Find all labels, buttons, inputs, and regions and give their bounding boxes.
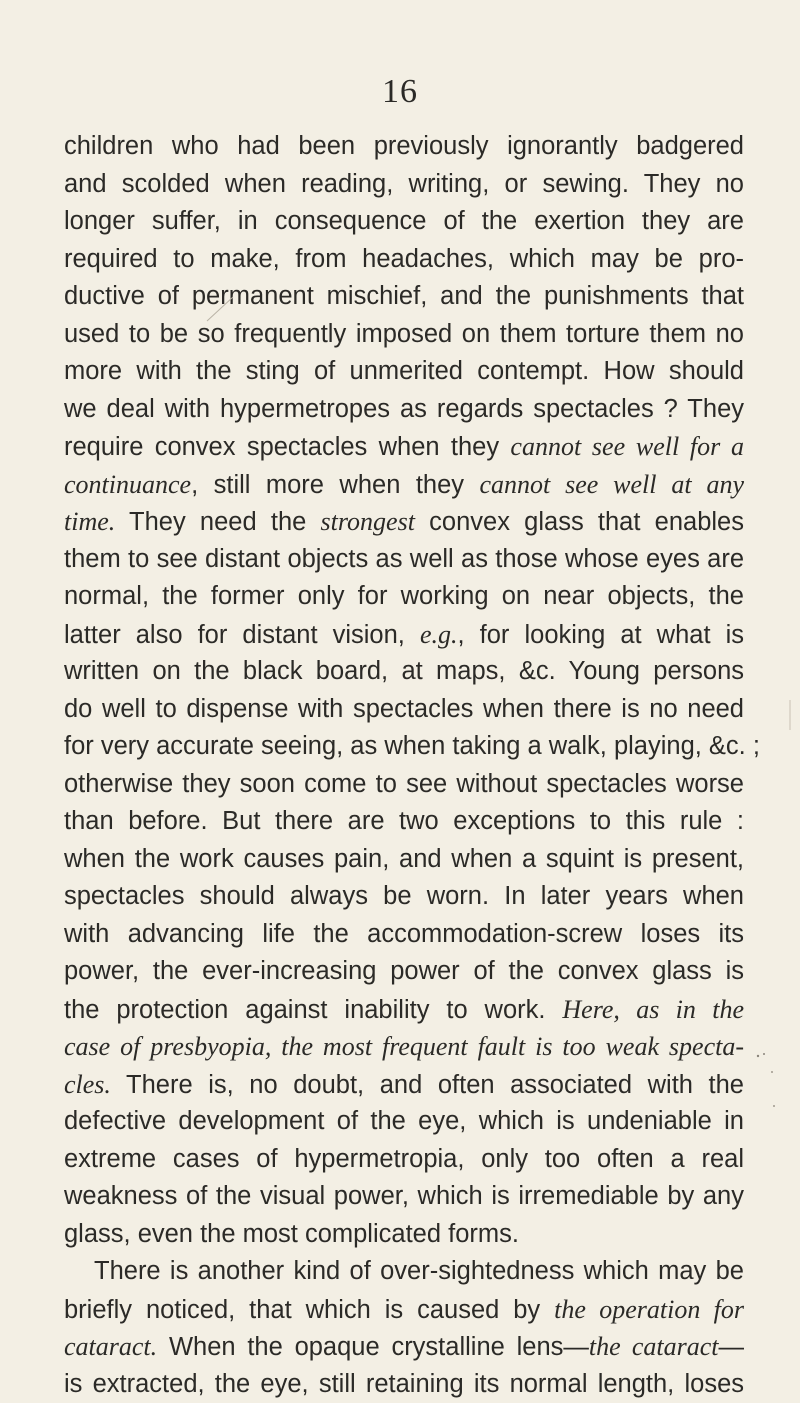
body-text bbox=[64, 128, 744, 1403]
text-line bbox=[64, 841, 744, 879]
text-line bbox=[64, 878, 744, 916]
text-line bbox=[64, 1141, 744, 1179]
text-run: more with the sting of unmerited contempt. How should bbox=[64, 357, 744, 385]
text-line bbox=[64, 1291, 744, 1329]
text-run: power, the ever-increasing power of the convex glass is bbox=[64, 957, 744, 985]
text-run: weakness of the visual power, which is irremediable by any bbox=[64, 1182, 744, 1210]
text-line bbox=[64, 241, 744, 279]
text-run: ductive of permanent mischief, and the punishments that bbox=[64, 282, 744, 310]
text-line bbox=[64, 991, 744, 1029]
italic-text: the cataract bbox=[589, 1332, 719, 1361]
text-line bbox=[64, 1103, 744, 1141]
italic-text: cles. bbox=[64, 1070, 111, 1099]
text-line bbox=[64, 1328, 744, 1366]
italic-text: Here, as in the bbox=[562, 995, 744, 1024]
text-run: normal, the former only for working on near objects, the bbox=[64, 582, 744, 610]
text-run: , for looking at what is bbox=[458, 621, 745, 649]
text-line bbox=[64, 1066, 744, 1104]
text-run: than before. But there are two exceptions to this rule : bbox=[64, 807, 744, 835]
italic-text: cannot see well for a bbox=[510, 432, 744, 461]
text-run: convex glass that enables bbox=[415, 508, 744, 536]
margin-specks bbox=[752, 1050, 782, 1130]
text-line bbox=[64, 1366, 744, 1403]
text-line bbox=[64, 391, 744, 429]
text-run: extreme cases of hypermetropia, only too often a real bbox=[64, 1145, 744, 1173]
italic-text: time. bbox=[64, 507, 115, 536]
text-line bbox=[64, 1178, 744, 1216]
text-line bbox=[64, 653, 744, 691]
text-line bbox=[64, 953, 744, 991]
text-line bbox=[64, 128, 744, 166]
text-run: for very accurate seeing, as when taking a walk, playing, &c. ; bbox=[64, 732, 760, 760]
binding-tick bbox=[786, 700, 794, 730]
text-line bbox=[64, 503, 744, 541]
text-run: glass, even the most complicated forms. bbox=[64, 1220, 519, 1248]
text-run: longer suffer, in consequence of the exertion they are bbox=[64, 207, 744, 235]
text-run: do well to dispense with spectacles when there is no need bbox=[64, 695, 744, 723]
text-line bbox=[64, 691, 744, 729]
page-number: 16 bbox=[0, 72, 800, 112]
text-run: When the opaque crystalline lens— bbox=[157, 1333, 589, 1361]
text-run: used to be so frequently imposed on them torture them no bbox=[64, 320, 744, 348]
italic-text: e.g. bbox=[420, 620, 458, 649]
text-run: with advancing life the accommodation-screw loses its bbox=[64, 920, 744, 948]
text-line bbox=[64, 1216, 744, 1254]
italic-text: cataract. bbox=[64, 1332, 157, 1361]
text-line bbox=[64, 578, 744, 616]
italic-text: case of presbyopia, the most frequent fault is too weak specta- bbox=[64, 1032, 744, 1061]
text-run: and scolded when reading, writing, or sewing. They no bbox=[64, 170, 744, 198]
text-run: There is, no doubt, and often associated with the bbox=[111, 1071, 744, 1099]
text-run: when the work causes pain, and when a squint is present, bbox=[64, 845, 744, 873]
text-line bbox=[64, 428, 744, 466]
text-run: , still more when they bbox=[191, 471, 479, 499]
text-run: defective development of the eye, which is undeniable in bbox=[64, 1107, 744, 1135]
text-run: spectacles should always be worn. In later years when bbox=[64, 882, 744, 910]
text-line bbox=[64, 278, 744, 316]
text-line bbox=[64, 766, 744, 804]
text-run: required to make, from headaches, which may be pro- bbox=[64, 245, 744, 273]
text-run: latter also for distant vision, bbox=[64, 621, 420, 649]
italic-text: the operation for bbox=[554, 1295, 744, 1324]
text-run: There is another kind of over-sightedness which may be bbox=[94, 1257, 744, 1285]
italic-text: cannot see well at any bbox=[479, 470, 744, 499]
text-line bbox=[64, 916, 744, 954]
text-line bbox=[64, 466, 744, 504]
text-run: them to see distant objects as well as those whose eyes are bbox=[64, 545, 744, 573]
text-line bbox=[64, 316, 744, 354]
text-line bbox=[64, 1253, 744, 1291]
text-run: is extracted, the eye, still retaining its normal length, loses bbox=[64, 1370, 744, 1398]
text-line bbox=[64, 1028, 744, 1066]
text-line bbox=[64, 541, 744, 579]
text-run: written on the black board, at maps, &c. Young persons bbox=[64, 657, 744, 685]
text-run: require convex spectacles when they bbox=[64, 433, 510, 461]
text-run: the protection against inability to work. bbox=[64, 996, 562, 1024]
text-run: — bbox=[718, 1333, 744, 1361]
text-run: otherwise they soon come to see without spectacles worse bbox=[64, 770, 744, 798]
italic-text: continuance bbox=[64, 470, 191, 499]
text-run: children who had been previously ignorantly badgered bbox=[64, 132, 744, 160]
text-line bbox=[64, 728, 744, 766]
text-line bbox=[64, 803, 744, 841]
italic-text: strongest bbox=[321, 507, 415, 536]
text-run: briefly noticed, that which is caused by bbox=[64, 1296, 554, 1324]
text-line bbox=[64, 616, 744, 654]
text-line bbox=[64, 166, 744, 204]
text-line bbox=[64, 203, 744, 241]
text-line bbox=[64, 353, 744, 391]
text-run: we deal with hypermetropes as regards spectacles ? They bbox=[64, 395, 744, 423]
text-run: They need the bbox=[115, 508, 320, 536]
